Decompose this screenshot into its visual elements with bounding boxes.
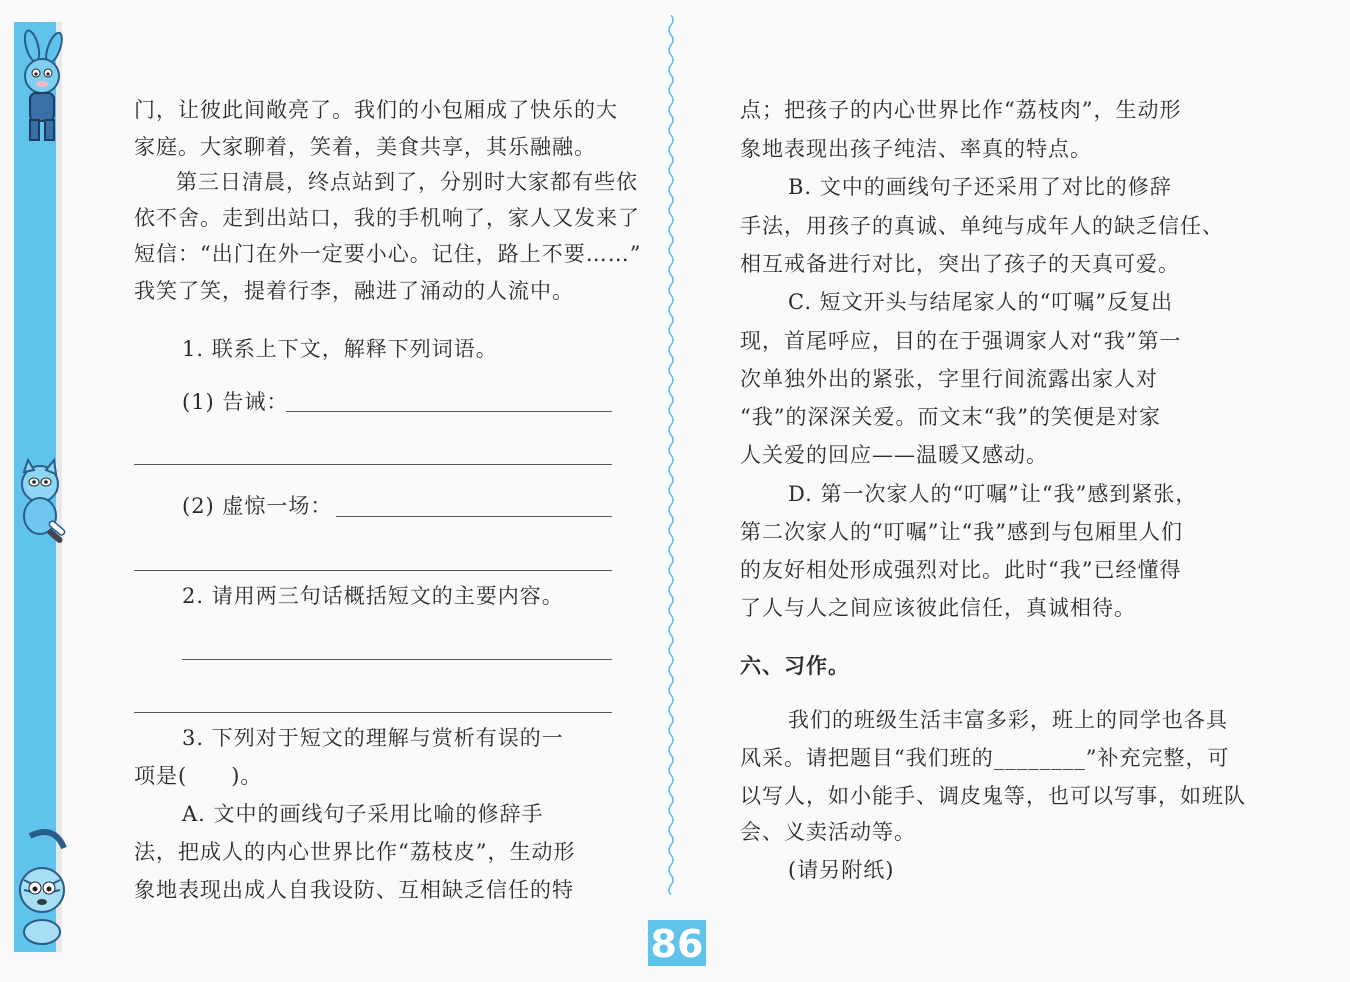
answer-line-1-2[interactable]	[336, 516, 612, 517]
question-1-1-label: (1) 告诫：	[182, 390, 289, 414]
raccoon-cartoon-icon	[10, 458, 74, 550]
paragraph-line: 家庭。大家聊着，笑着，美食共享，其乐融融。	[134, 135, 596, 159]
paragraph-line: 短信：“出门在外一定要小心。记住，路上不要……”	[134, 242, 642, 266]
option-a-line: 象地表现出成人自我设防、互相缺乏信任的特	[134, 878, 574, 902]
answer-line-1-1[interactable]	[286, 411, 612, 412]
option-d-line: 的友好相处形成强烈对比。此时“我”已经懂得	[740, 558, 1182, 582]
essay-prompt-line: 以写人，如小能手、调皮鬼等，也可以写事，如班队	[740, 784, 1246, 808]
essay-prompt-line: 会、义卖活动等。	[740, 820, 916, 844]
answer-line-2b[interactable]	[134, 712, 612, 713]
option-d-line: 了人与人之间应该彼此信任，真诚相待。	[740, 596, 1136, 620]
attach-paper-note: (请另附纸)	[788, 858, 895, 882]
option-c-line: C. 短文开头与结尾家人的“叮嘱”反复出	[788, 290, 1174, 314]
option-b-line: 相互戒备进行对比，突出了孩子的天真可爱。	[740, 252, 1180, 276]
question-2: 2. 请用两三句话概括短文的主要内容。	[182, 584, 564, 608]
answer-line-2[interactable]	[182, 659, 612, 660]
option-d-line: D. 第一次家人的“叮嘱”让“我”感到紧张，	[788, 482, 1198, 506]
option-c-line: 人关爱的回应——温暖又感动。	[740, 443, 1048, 467]
tiger-cartoon-icon	[10, 828, 74, 946]
page-number: 86	[648, 920, 706, 966]
question-1: 1. 联系上下文，解释下列词语。	[182, 337, 498, 361]
option-a-line: A. 文中的画线句子采用比喻的修辞手	[182, 802, 544, 826]
center-wavy-divider	[665, 15, 685, 895]
option-a-cont-line: 象地表现出孩子纯洁、率真的特点。	[740, 137, 1092, 161]
answer-line-1-1b[interactable]	[134, 464, 612, 465]
essay-prompt-line: 我们的班级生活丰富多彩，班上的同学也各具	[788, 708, 1228, 732]
paragraph-line: 我笑了笑，提着行李，融进了涌动的人流中。	[134, 279, 574, 303]
question-3-line: 项是( )。	[134, 764, 263, 788]
option-a-cont-line: 点；把孩子的内心世界比作“荔枝肉”，生动形	[740, 98, 1182, 122]
option-c-line: “我”的深深关爱。而文末“我”的笑便是对家	[740, 405, 1161, 429]
option-b-line: B. 文中的画线句子还采用了对比的修辞	[788, 175, 1172, 199]
option-d-line: 第二次家人的“叮嘱”让“我”感到与包厢里人们	[740, 520, 1183, 544]
essay-prompt-line: 风采。请把题目“我们班的________”补充完整，可	[740, 746, 1230, 770]
answer-line-1-2b[interactable]	[134, 570, 612, 571]
option-a-line: 法，把成人的内心世界比作“荔枝皮”，生动形	[134, 840, 576, 864]
rabbit-cartoon-icon	[10, 28, 74, 148]
section-6-heading: 六、习作。	[740, 653, 850, 678]
option-b-line: 手法，用孩子的真诚、单纯与成年人的缺乏信任、	[740, 214, 1224, 238]
option-c-line: 次单独外出的紧张，字里行间流露出家人对	[740, 367, 1158, 391]
paragraph-line: 门，让彼此间敞亮了。我们的小包厢成了快乐的大	[134, 98, 618, 122]
option-c-line: 现，首尾呼应，目的在于强调家人对“我”第一	[740, 329, 1182, 353]
question-1-2-label: (2) 虚惊一场：	[182, 494, 333, 518]
paragraph-line: 依不舍。走到出站口，我的手机响了，家人又发来了	[134, 206, 640, 230]
question-3-line: 3. 下列对于短文的理解与赏析有误的一	[182, 726, 564, 750]
paragraph-line: 第三日清晨，终点站到了，分别时大家都有些依	[176, 170, 638, 194]
